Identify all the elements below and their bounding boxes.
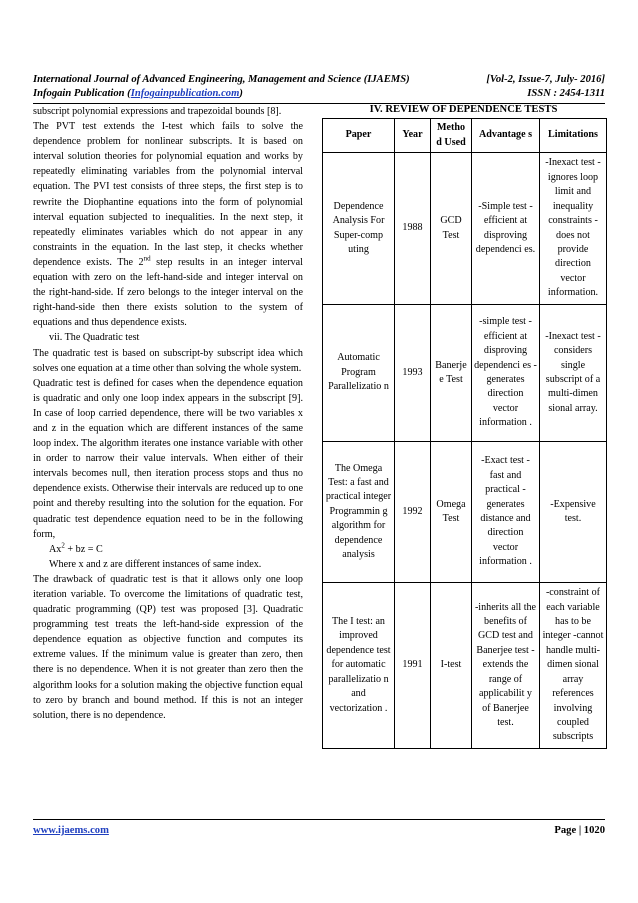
cell-paper: The Omega Test: a fast and practical integer Programmin g algorithm for dependence analysis bbox=[323, 442, 395, 583]
cell-year: 1988 bbox=[395, 153, 431, 305]
cell-method: GCD Test bbox=[431, 153, 472, 305]
cell-method: I-test bbox=[431, 583, 472, 749]
col-header-limitations: Limitations bbox=[540, 119, 607, 153]
table-row bbox=[323, 442, 607, 583]
footer-rule bbox=[33, 819, 605, 820]
cell-paper: Automatic Program Parallelizatio n bbox=[323, 305, 395, 442]
cell-limitations: -Inexact test -considers single subscript of a multi-dimen sional array. bbox=[540, 305, 607, 442]
paragraph: Where x and z are different instances of same index. bbox=[49, 558, 262, 570]
col-header-advantages: Advantage s bbox=[472, 119, 540, 153]
table-row bbox=[323, 583, 607, 749]
cell-method: Banerje e Test bbox=[431, 305, 472, 442]
cell-limitations: -constraint of each variable has to be integer -cannot handle multi-dimen sional array references involving coupled subscripts bbox=[540, 583, 607, 749]
cell-advantages: -inherits all the benefits of GCD test and Banerjee test -extends the range of applicabilit y of Banerjee test. bbox=[472, 583, 540, 749]
equation-exponent: 2 bbox=[61, 541, 65, 550]
equation-lhs: Ax bbox=[49, 543, 62, 555]
cell-method: Omega Test bbox=[431, 442, 472, 583]
cell-year: 1992 bbox=[395, 442, 431, 583]
journal-header bbox=[33, 74, 605, 85]
col-header-year: Year bbox=[395, 119, 431, 153]
col-header-paper: Paper bbox=[323, 119, 395, 153]
pvt-text: The PVT test extends the I-test which fails to solve the dependence problem for nonlinear subscripts. It is based on interval solution theories for polynomial equation and works by repeatedly eliminating variables from the polynomial interval equation. The PVI test consists of three steps, the first step is to rewrite the Diophantine equations into the form of polynomial interval equation subjected to inequalities. In the next step, it repeatedly eliminates variables which do not appear in any constraints in the equation. In the last step, it checks whether dependence exists. The 2 bbox=[33, 121, 303, 268]
pvt-text-rest: step results in an integer interval equation with zero on the left-hand-side and integer interval on the right-hand-side. If zero belongs to the integer interval on the right-hand-side then there exists solution to the system of equations and thus dependence exists. bbox=[33, 256, 303, 329]
paragraph: The quadratic test is based on subscript-by subscript idea which solves one equation at a time other than solving the whole system. bbox=[33, 347, 303, 374]
publisher-prefix: Infogain Publication ( bbox=[33, 88, 131, 99]
cell-paper: Dependence Analysis For Super-comp uting bbox=[323, 153, 395, 305]
table-row bbox=[323, 153, 607, 305]
review-table bbox=[322, 118, 607, 749]
publisher-header bbox=[33, 88, 605, 99]
section-heading: IV. REVIEW OF DEPENDENCE TESTS bbox=[369, 104, 558, 115]
table-row bbox=[323, 305, 607, 442]
footer-url-link[interactable]: www.ijaems.com bbox=[33, 825, 109, 836]
cell-year: 1991 bbox=[395, 583, 431, 749]
subsection-heading: vii. The Quadratic test bbox=[49, 332, 140, 344]
journal-title: International Journal of Advanced Engineering, Management and Science (IJAEMS) bbox=[33, 74, 410, 85]
publisher-suffix: ) bbox=[239, 88, 243, 99]
left-column bbox=[33, 104, 303, 723]
publisher-link[interactable]: Infogainpublication.com bbox=[130, 88, 240, 99]
paragraph: The drawback of quadratic test is that it allows only one loop iteration variable. To overcome the limitations of quadratic test, quadratic programming (QP) test was proposed [3]. Quadratic programming test treats the left-hand-side expression of the dependence equation as objective function and computes its extreme values. If the minimum value is greater than zero, then there is no dependence. When it is not greater than zero then the algorithm looks for a solution making the objective function equal to zero by branch and bound method. If this is not an integer solution, there is no dependence. bbox=[33, 573, 303, 721]
cell-year: 1993 bbox=[395, 305, 431, 442]
col-header-method: Metho d Used bbox=[431, 119, 472, 153]
cell-advantages: -Exact test -fast and practical -generates distance and direction vector information . bbox=[472, 442, 540, 583]
paragraph-pvt bbox=[33, 119, 303, 330]
cell-limitations: -Inexact test -ignores loop limit and inequality constraints - does not provide direction vector information. bbox=[540, 153, 607, 305]
equation-rhs: + bz = C bbox=[64, 543, 103, 555]
table-header-row bbox=[323, 119, 607, 153]
page-number: Page | 1020 bbox=[554, 825, 605, 836]
issn: ISSN : 2454-1311 bbox=[527, 88, 605, 99]
cell-advantages: -simple test -efficient at disproving dependenci es -generates direction vector information . bbox=[472, 305, 540, 442]
cell-advantages: -Simple test -efficient at disproving dependenci es. bbox=[472, 153, 540, 305]
superscript: nd bbox=[143, 254, 151, 263]
cell-limitations: -Expensive test. bbox=[540, 442, 607, 583]
volume-info: [Vol-2, Issue-7, July- 2016] bbox=[486, 74, 605, 85]
paragraph: subscript polynomial expressions and trapezoidal bounds [8]. bbox=[33, 106, 282, 117]
cell-paper: The I test: an improved dependence test for automatic parallelizatio n and vectorization . bbox=[323, 583, 395, 749]
paragraph: Quadratic test is defined for cases when the dependence equation is quadratic and only one loop index appears in the subscript [9]. In case of loop carried dependence, there will be two variables x and z in the equation which are different instances of the same loop index. The algorithm iterates one instance variable with other in order to narrow their value intervals. When either of their intervals becomes null, then iteration process stops and thus no dependence exists. Otherwise their intervals are reduced up to one point and thereby resulting into the solution for the equation. For quadratic test dependence equation need to be in the following form, bbox=[33, 377, 303, 540]
equation bbox=[33, 542, 303, 557]
